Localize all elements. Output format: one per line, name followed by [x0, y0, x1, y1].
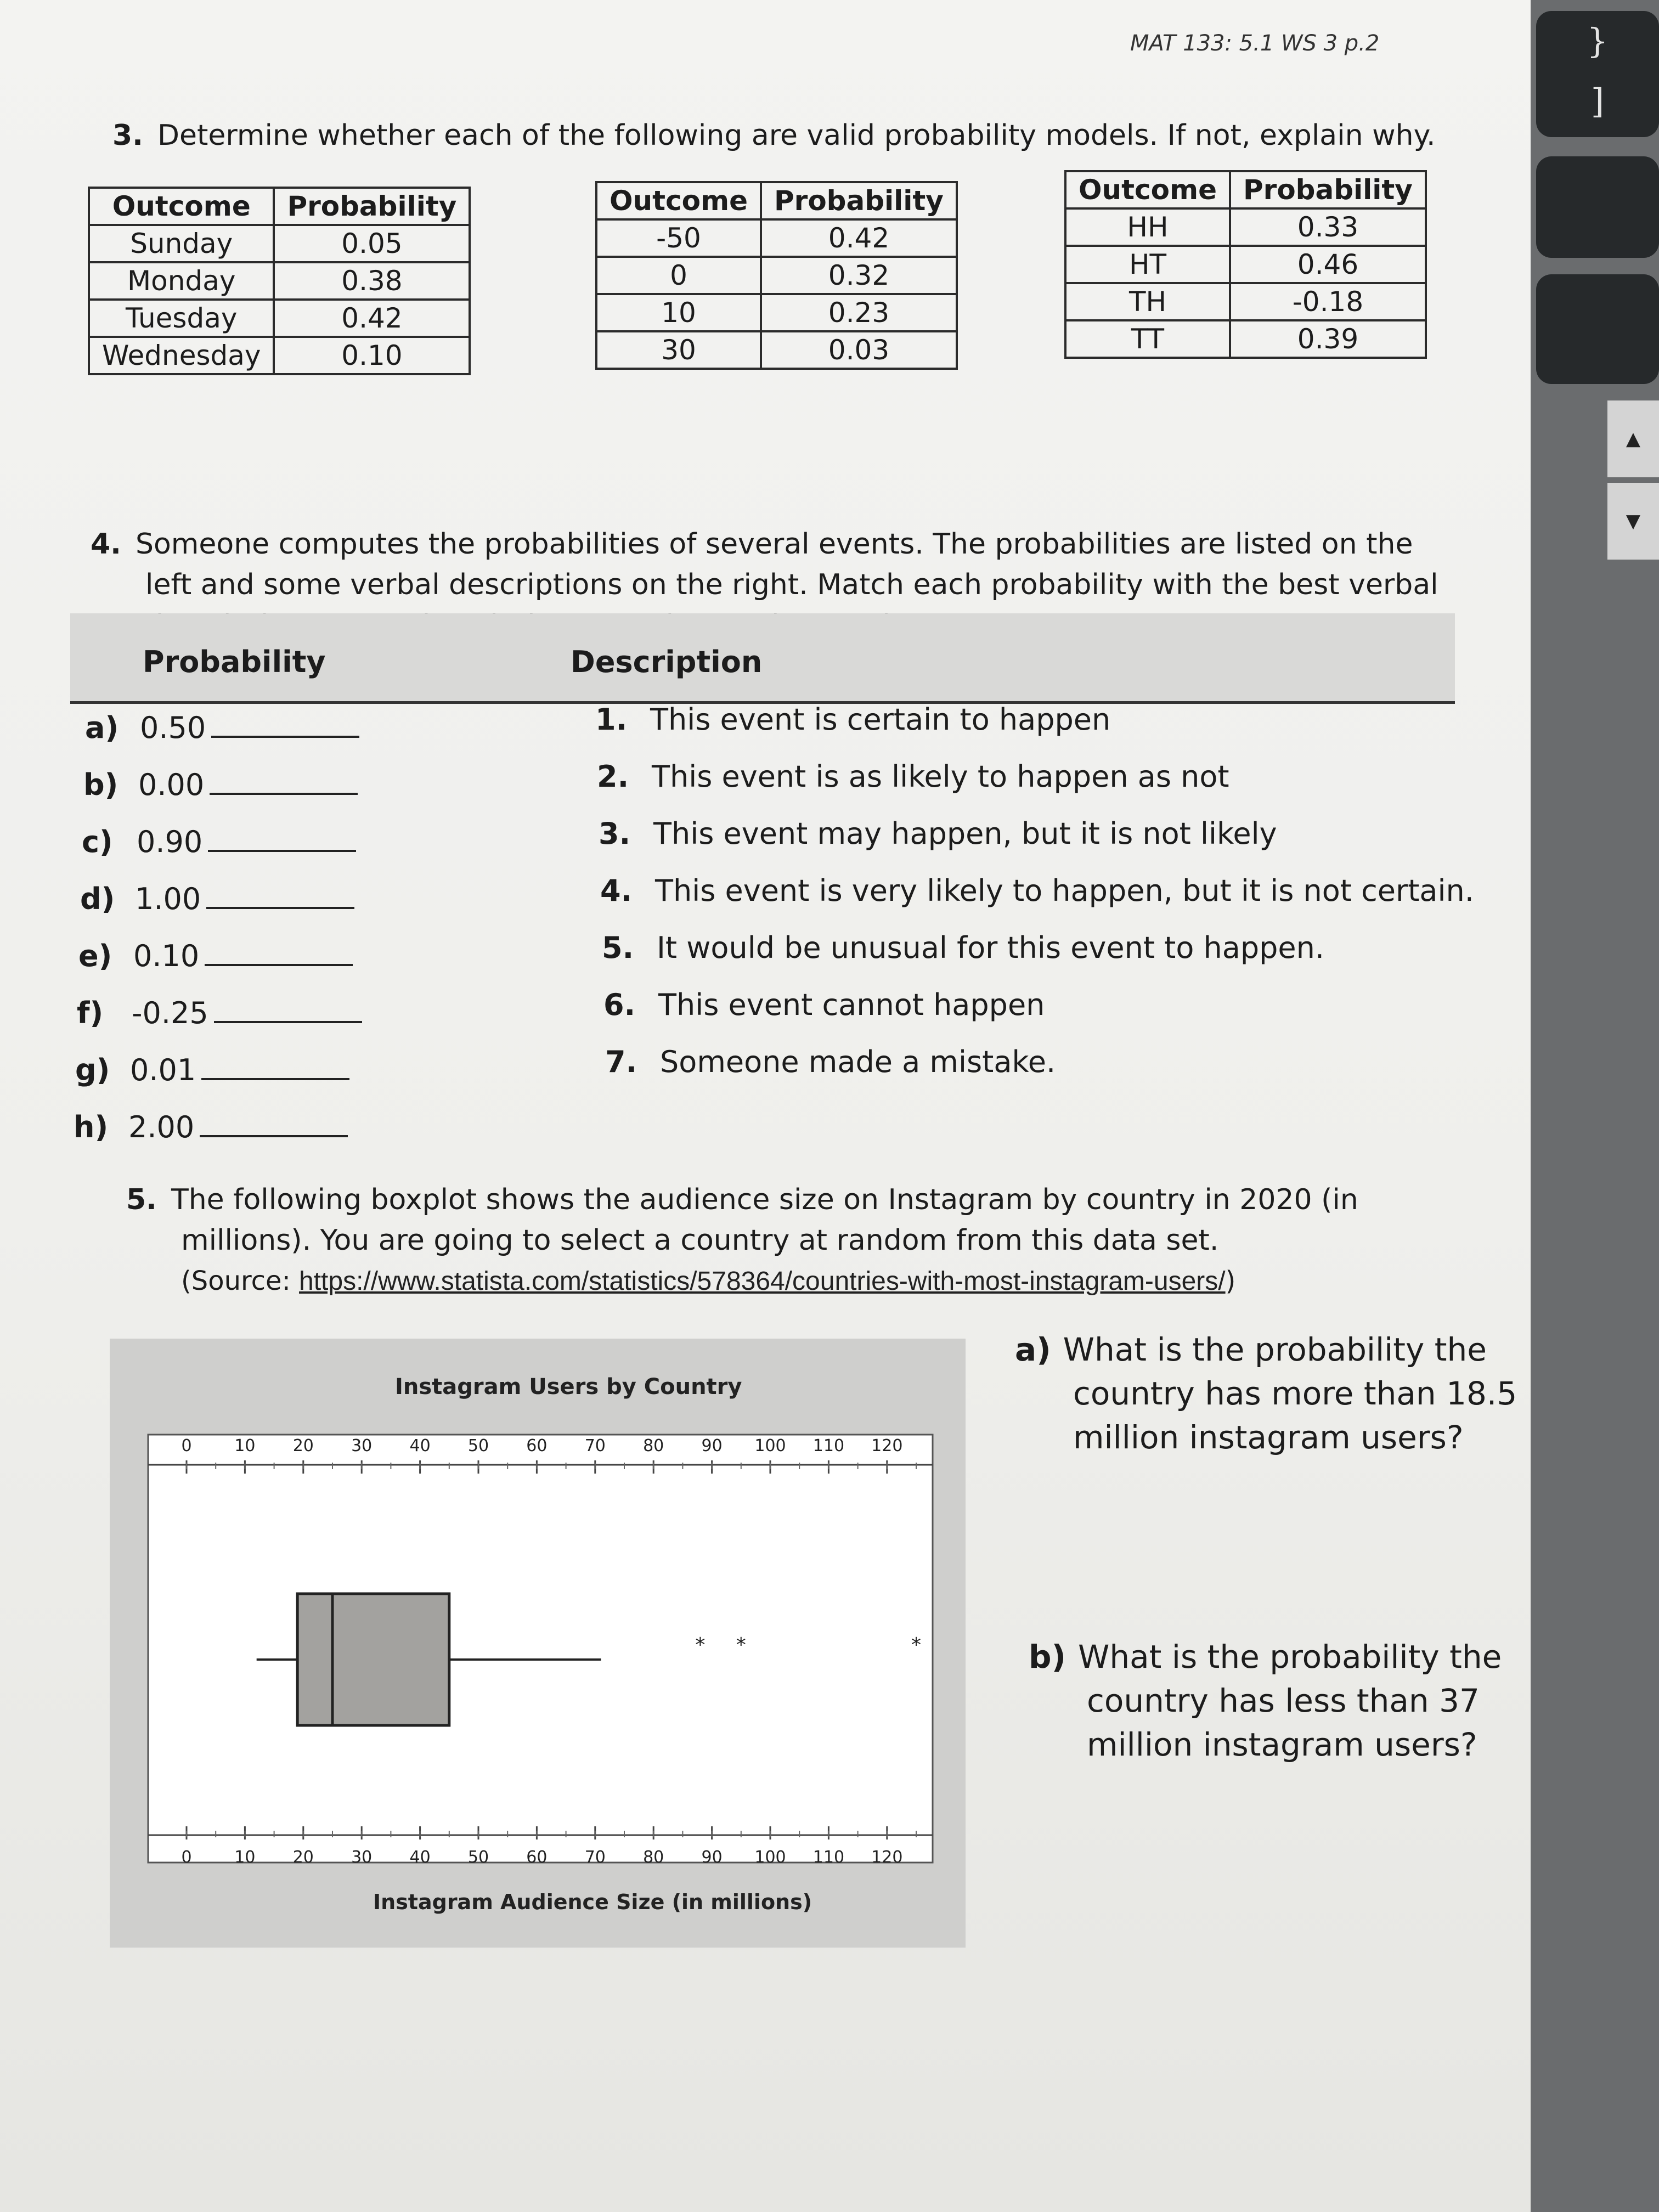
- table-row: [89, 262, 470, 300]
- matching-item: [80, 882, 354, 916]
- top-tick-label: 80: [643, 1436, 664, 1455]
- question-5b: [1029, 1635, 1502, 1767]
- matching-item: [78, 939, 353, 973]
- question-5a-line-2: country has more than 18.5: [1073, 1375, 1517, 1412]
- boxplot-chart: [110, 1339, 966, 1948]
- arrow-up-key[interactable]: ▲: [1607, 400, 1659, 477]
- page-header: MAT 133: 5.1 WS 3 p.2: [1130, 31, 1380, 56]
- laptop-keyboard-edge: [1531, 0, 1659, 2212]
- table-header-row: [1065, 171, 1426, 208]
- table-header-cell: Probability: [1230, 171, 1426, 208]
- description-text: This event cannot happen: [658, 988, 1045, 1022]
- table-row: [1065, 283, 1426, 320]
- question-3-number: 3.: [112, 119, 143, 152]
- top-tick-label: 30: [351, 1436, 373, 1455]
- answer-blank[interactable]: [210, 771, 358, 795]
- question-5: [126, 1180, 1358, 1302]
- item-label: h): [74, 1110, 109, 1144]
- outcome-cell: TT: [1065, 320, 1230, 358]
- outlier-marker: *: [736, 1634, 746, 1656]
- bottom-tick-label: 120: [871, 1848, 903, 1867]
- bottom-tick-label: 80: [643, 1848, 664, 1867]
- answer-blank[interactable]: [205, 942, 353, 966]
- brace-glyph: }: [1587, 21, 1609, 61]
- outcome-cell: Wednesday: [89, 337, 274, 374]
- table-row: [596, 294, 957, 331]
- description-number: 4.: [600, 873, 633, 908]
- box-iqr: [297, 1594, 449, 1725]
- probability-cell: 0.42: [274, 300, 470, 337]
- bottom-tick-label: 30: [351, 1848, 373, 1867]
- source-suffix: ): [1225, 1266, 1236, 1296]
- bottom-tick-label: 20: [292, 1848, 314, 1867]
- shift-key[interactable]: [1536, 274, 1659, 384]
- table-header-cell: Outcome: [89, 188, 274, 225]
- bracket-glyph: ]: [1590, 81, 1605, 121]
- probability-cell: 0.03: [761, 331, 957, 369]
- matching-item: [83, 768, 358, 802]
- matching-item: [74, 1110, 348, 1144]
- table-row: [89, 225, 470, 262]
- description-text: This event is very likely to happen, but it is not certain.: [655, 873, 1474, 908]
- bottom-tick-label: 70: [584, 1848, 606, 1867]
- question-5-number: 5.: [126, 1183, 157, 1216]
- chart-title: Instagram Users by Country: [395, 1374, 742, 1400]
- probability-table-coins: [1064, 170, 1427, 359]
- question-3: [112, 115, 1435, 156]
- outcome-cell: Sunday: [89, 225, 274, 262]
- question-4-number: 4.: [91, 528, 121, 561]
- top-tick-label: 110: [812, 1436, 845, 1455]
- bottom-tick-label: 100: [754, 1848, 786, 1867]
- answer-blank[interactable]: [206, 885, 354, 909]
- x-axis-label: Instagram Audience Size (in millions): [373, 1890, 812, 1914]
- probability-column-header: Probability: [143, 645, 326, 679]
- description-number: 7.: [605, 1045, 637, 1079]
- question-3-text: Determine whether each of the following are valid probability models. If not, explain why.: [157, 119, 1436, 152]
- question-5a-label: a): [1015, 1331, 1051, 1368]
- table-header-cell: Outcome: [596, 182, 761, 219]
- table-header-cell: Probability: [274, 188, 470, 225]
- return-key[interactable]: [1536, 156, 1659, 258]
- bottom-tick-label: 60: [526, 1848, 548, 1867]
- item-label: g): [75, 1053, 110, 1087]
- top-tick-label: 70: [584, 1436, 606, 1455]
- description-text: Someone made a mistake.: [660, 1045, 1056, 1079]
- top-tick-label: 10: [234, 1436, 256, 1455]
- description-number: 2.: [597, 759, 629, 794]
- description-number: 5.: [602, 930, 634, 965]
- question-5b-line-3: million instagram users?: [1087, 1726, 1477, 1763]
- table-row: [596, 257, 957, 294]
- bottom-tick-label: 110: [812, 1848, 845, 1867]
- answer-blank[interactable]: [201, 1056, 349, 1080]
- question-5-source: [126, 1261, 1358, 1302]
- bottom-tick-label: 50: [467, 1848, 489, 1867]
- bottom-tick-label: 10: [234, 1848, 256, 1867]
- item-label: e): [78, 939, 112, 973]
- table-row: [1065, 320, 1426, 358]
- top-tick-label: 90: [701, 1436, 723, 1455]
- top-tick-label: 120: [871, 1436, 903, 1455]
- top-tick-label: 40: [409, 1436, 431, 1455]
- bracket-key[interactable]: [1536, 11, 1659, 137]
- item-probability: 0.00: [138, 768, 205, 802]
- outcome-cell: HH: [1065, 208, 1230, 246]
- table-header-row: [89, 188, 470, 225]
- outlier-marker: *: [911, 1634, 921, 1656]
- description-item: [605, 1045, 1056, 1079]
- description-text: This event is certain to happen: [650, 702, 1111, 737]
- top-tick-label: 60: [526, 1436, 548, 1455]
- description-item: [602, 930, 1324, 965]
- outcome-cell: HT: [1065, 246, 1230, 283]
- outcome-cell: 0: [596, 257, 761, 294]
- description-text: This event may happen, but it is not likely: [653, 816, 1277, 851]
- item-label: b): [83, 768, 119, 802]
- answer-blank[interactable]: [214, 999, 362, 1023]
- top-tick-label: 50: [467, 1436, 489, 1455]
- outlier-marker: *: [695, 1634, 706, 1656]
- answer-blank[interactable]: [211, 714, 359, 738]
- description-item: [600, 873, 1474, 908]
- probability-cell: 0.46: [1230, 246, 1426, 283]
- top-tick-label: 0: [181, 1436, 192, 1455]
- probability-cell: 0.38: [274, 262, 470, 300]
- item-probability: 0.01: [130, 1053, 196, 1087]
- table-row: [1065, 208, 1426, 246]
- table-row: [596, 219, 957, 257]
- question-5b-line-1: What is the probability the: [1078, 1638, 1502, 1675]
- answer-blank[interactable]: [200, 1113, 348, 1137]
- item-label: f): [77, 996, 104, 1030]
- item-probability: 2.00: [128, 1110, 195, 1144]
- bottom-tick-label: 40: [409, 1848, 431, 1867]
- probability-cell: 0.05: [274, 225, 470, 262]
- top-tick-label: 20: [292, 1436, 314, 1455]
- table-header-cell: Probability: [761, 182, 957, 219]
- table-header-cell: Outcome: [1065, 171, 1230, 208]
- question-5a-line-1: What is the probability the: [1063, 1331, 1487, 1368]
- description-number: 6.: [603, 988, 636, 1022]
- probability-cell: 0.10: [274, 337, 470, 374]
- answer-blank[interactable]: [208, 828, 356, 852]
- probability-table-days: [88, 187, 471, 375]
- item-probability: 0.10: [133, 939, 200, 973]
- plot-area: [148, 1435, 933, 1863]
- item-probability: 1.00: [135, 882, 201, 916]
- top-tick-label: 100: [754, 1436, 786, 1455]
- item-probability: 0.90: [137, 825, 203, 859]
- source-link[interactable]: https://www.statista.com/statistics/578364/countries-with-most-instagram-users/: [299, 1267, 1226, 1296]
- outcome-cell: TH: [1065, 283, 1230, 320]
- question-4-line-1: Someone computes the probabilities of several events. The probabilities are listed on the: [135, 528, 1413, 561]
- question-5-line-2: millions). You are going to select a country at random from this data set.: [181, 1224, 1219, 1257]
- question-5a: [1015, 1328, 1517, 1459]
- outcome-cell: 30: [596, 331, 761, 369]
- question-5-line-1: The following boxplot shows the audience size on Instagram by country in 2020 (in: [171, 1183, 1358, 1216]
- description-text: This event is as likely to happen as not: [652, 759, 1229, 794]
- description-column-header: Description: [571, 645, 763, 679]
- probability-cell: 0.39: [1230, 320, 1426, 358]
- probability-cell: 0.33: [1230, 208, 1426, 246]
- probability-cell: 0.42: [761, 219, 957, 257]
- item-label: a): [85, 710, 119, 745]
- outcome-cell: 10: [596, 294, 761, 331]
- source-prefix: (Source:: [181, 1266, 300, 1296]
- question-5b-line-2: country has less than 37: [1087, 1682, 1480, 1719]
- bottom-tick-label: 0: [181, 1848, 192, 1867]
- table-row: [1065, 246, 1426, 283]
- probability-cell: 0.23: [761, 294, 957, 331]
- probability-table-values: [595, 181, 958, 370]
- description-item: [603, 988, 1045, 1022]
- question-5b-label: b): [1029, 1638, 1066, 1675]
- outcome-cell: Monday: [89, 262, 274, 300]
- table-header-row: [596, 182, 957, 219]
- table-row: [89, 300, 470, 337]
- question-4-line-2: left and some verbal descriptions on the right. Match each probability with the best verbal: [145, 568, 1438, 601]
- item-label: c): [82, 825, 113, 859]
- item-probability: -0.25: [132, 996, 208, 1030]
- outcome-cell: -50: [596, 219, 761, 257]
- item-probability: 0.50: [140, 710, 206, 745]
- question-5a-line-3: million instagram users?: [1073, 1419, 1464, 1456]
- bottom-tick-label: 90: [701, 1848, 723, 1867]
- table-row: [596, 331, 957, 369]
- description-number: 1.: [595, 702, 628, 737]
- description-number: 3.: [599, 816, 631, 851]
- description-item: [597, 759, 1229, 794]
- matching-item: [75, 1053, 349, 1087]
- description-item: [595, 702, 1110, 737]
- probability-cell: 0.32: [761, 257, 957, 294]
- probability-cell: -0.18: [1230, 283, 1426, 320]
- matching-item: [77, 996, 362, 1030]
- item-label: d): [80, 882, 115, 916]
- table-row: [89, 337, 470, 374]
- boxplot-figure: [110, 1339, 966, 1948]
- matching-item: [82, 825, 356, 859]
- description-text: It would be unusual for this event to happen.: [657, 930, 1325, 965]
- arrow-down-key[interactable]: ▼: [1607, 483, 1659, 560]
- matching-item: [85, 710, 359, 745]
- description-item: [599, 816, 1277, 851]
- outcome-cell: Tuesday: [89, 300, 274, 337]
